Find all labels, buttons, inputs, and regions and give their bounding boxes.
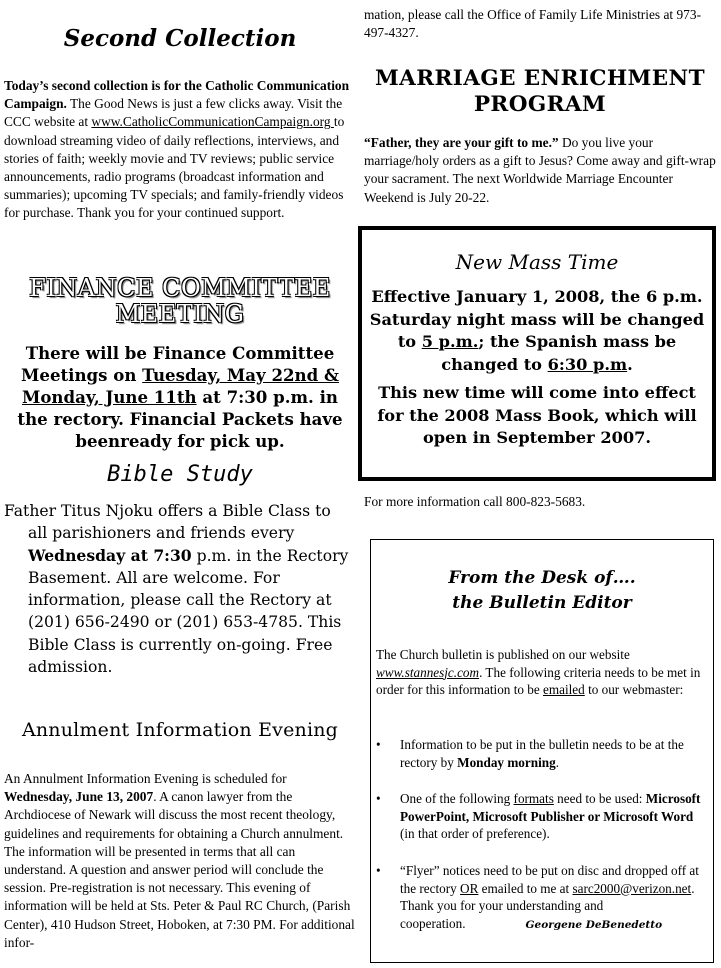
second-collection-text1: The Good News is just a few clicks away. Visit the CCC website at — [4, 96, 343, 130]
mass-time-spanish: 6:30 p.m — [547, 354, 628, 374]
new-mass-time-paragraph1 — [366, 286, 708, 376]
bullet1-text: Information to be put in the bulletin needs to be at the rectory by — [400, 737, 684, 770]
mass-p1a: Effective January 1, 2008, the 6 p.m. Saturday night mass will be changed to — [369, 287, 705, 351]
formats-word: formats — [513, 791, 554, 806]
thanks-text: Thank you for your understanding and cooperation. — [400, 898, 604, 931]
marriage-text: Do you live your marriage/holy orders as a gift to Jesus? Come away and gift-wrap your sacrament. The next Worldwide Marriage Encounter Weekend is July 20-22. — [364, 135, 716, 205]
bullet2-text2: need to be used: — [553, 791, 646, 806]
bullet2-end: (in that order of preference). — [400, 826, 550, 841]
bible-day-time: Wednesday at 7:30 — [28, 545, 192, 565]
finance-title-line1: FINANCE COMMITTEE — [29, 274, 331, 302]
editor-signature: Georgene DeBenedetto — [525, 918, 663, 931]
bullet-icon: • — [376, 737, 381, 752]
bible-text2: p.m. in the Rectory Basement. All are welcome. For information, please call the Rectory at (201) 656-2490 or (201) 653-4785. This Bible Class is currently on-going. Free admission. — [28, 546, 349, 677]
new-mass-time-title: New Mass Time — [455, 250, 619, 274]
list-item — [376, 862, 710, 934]
second-collection-lead: Today’s second collection is for the Catholic Communication Campaign. — [4, 78, 350, 112]
bullet2-bold: Microsoft PowerPoint, Microsoft Publisher or Microsoft Word — [400, 791, 701, 824]
second-collection-body — [4, 77, 356, 223]
mass-p1c: . — [627, 354, 633, 374]
finance-text1: There will be Finance Committee Meetings on — [21, 343, 335, 385]
bullet2-text1: One of the following — [400, 791, 514, 806]
family-life-contact-continued: mation, please call the Office of Family Life Ministries at 973-497-4327. — [364, 7, 702, 41]
desk-intro1: The Church bulletin is published on our website — [376, 647, 630, 662]
mass-p1b: ; the Spanish mass be changed to — [441, 332, 677, 374]
annulment-text1: An Annulment Information Evening is scheduled for — [4, 771, 287, 786]
bullet1-end: . — [555, 754, 559, 770]
parish-website-link[interactable]: www.stannesjc.com — [376, 664, 480, 680]
finance-title-line2: MEETING — [115, 300, 245, 328]
bible-study-title: Bible Study — [107, 462, 253, 487]
desk-title-line1: From the Desk of…. — [448, 568, 636, 588]
marriage-quote: “Father, they are your gift to me.” — [364, 135, 559, 150]
ccc-website-link[interactable]: www.CatholicCommunicationCampaign.org — [91, 114, 334, 130]
bullet1-bold: Monday morning — [457, 754, 556, 770]
finance-date2: Monday, June 11th — [22, 387, 197, 407]
bible-study-body — [4, 500, 354, 678]
finance-committee-body — [4, 342, 356, 452]
mass-time-saturday: 5 p.m. — [421, 332, 479, 351]
bulletin-editor-title — [370, 566, 714, 616]
emailed-word: emailed — [543, 682, 585, 697]
new-mass-time-paragraph2: This new time will come into effect for the 2008 Mass Book, which will open in September 2007. — [377, 383, 697, 447]
or-word: OR — [460, 880, 479, 896]
annulment-title: Annulment Information Evening — [21, 719, 339, 741]
bullet3-text3: . — [691, 880, 695, 896]
finance-date1: Tuesday, May 22nd & — [142, 365, 339, 385]
marriage-enrichment-body — [364, 134, 716, 207]
desk-intro3: to our webmaster: — [584, 682, 684, 697]
list-item — [376, 736, 710, 771]
finance-text2: at 7:30 p.m. in the rectory. Financial Packets have beenready for pick up. — [17, 387, 343, 451]
bullet-icon: • — [376, 791, 381, 806]
editor-email-link[interactable]: sarc2000@verizon.net — [572, 880, 692, 896]
bulletin-editor-intro — [376, 646, 710, 699]
bible-text1: Father Titus Njoku offers a Bible Class to all parishioners and friends every — [4, 502, 331, 543]
bullet3-text2: emailed to me at — [478, 880, 573, 896]
bullet3-text1: “Flyer” notices need to be put on disc and dropped off at the rectory — [400, 863, 699, 896]
annulment-text2: . A canon lawyer from the Archdiocese of Newark will discuss the most recent theology, guidelines and requirements for obtaining a Church annulment. The information will be presented in terms that all can understand. A question and answer period will conclude the session. Pre-registration is not necessary. This evening of information will be held at Sts. Peter & Paul RC Church, (Parish Center), 410 Hudson Street, Hoboken, at 7:30 PM. For additional infor- — [4, 789, 355, 950]
annulment-date: Wednesday, June 13, 2007 — [4, 789, 154, 805]
bullet-icon: • — [376, 863, 381, 878]
finance-committee-title — [0, 275, 360, 327]
second-collection-title: Second Collection — [63, 25, 297, 52]
annulment-body — [4, 770, 356, 952]
desk-title-line2: the Bulletin Editor — [452, 593, 632, 613]
second-collection-text2: to download streaming video of daily reflections, interviews, and stories of faith; weekly movie and TV reviews; public service announcements, radio programs (broadcast information and summaries); upcoming TV specials; and family-friendly videos for purchase. Thank you for your continued support. — [4, 114, 345, 221]
list-item — [376, 790, 710, 843]
desk-intro2: . The following criteria needs to be met in order for this information to be — [376, 664, 701, 697]
marriage-more-info: For more information call 800-823-5683. — [364, 494, 586, 509]
marriage-enrichment-title: MARRIAGE ENRICHMENT PROGRAM — [374, 66, 706, 117]
